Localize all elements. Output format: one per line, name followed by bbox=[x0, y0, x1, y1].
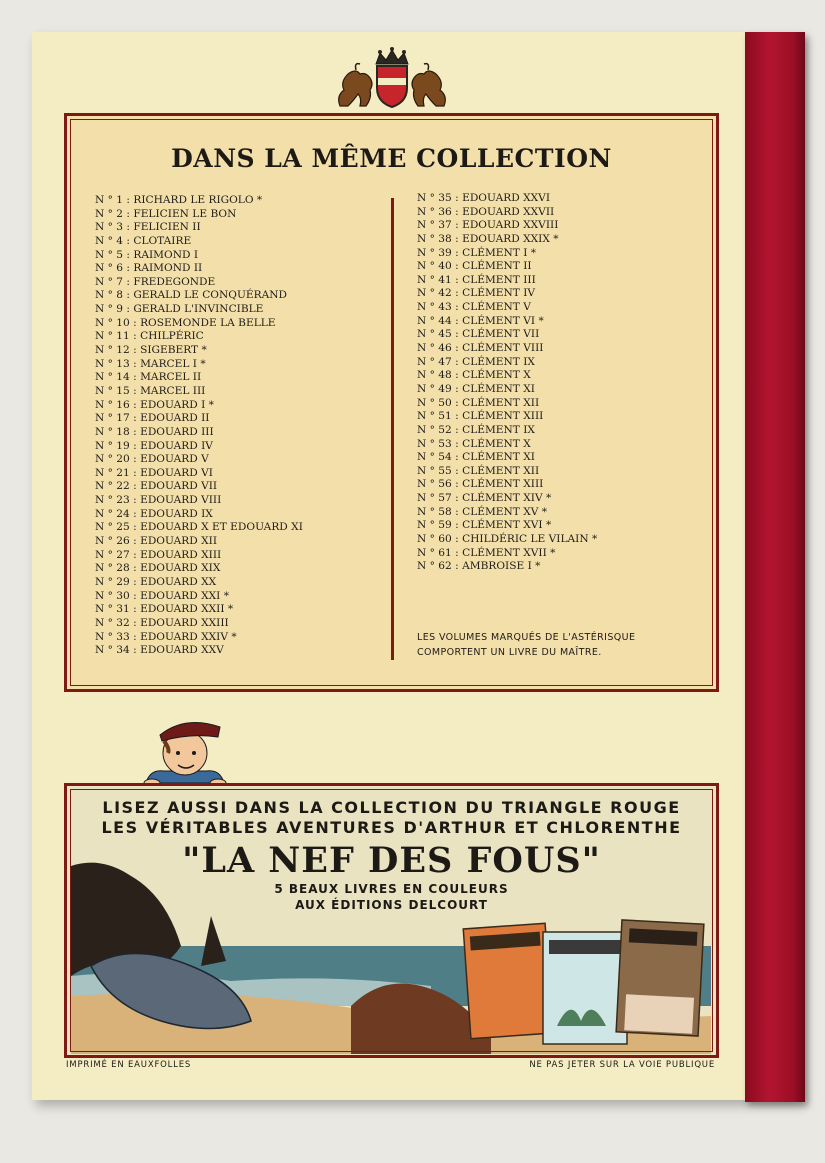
volume-list-item: N ° 61 : CLÉMENT XVII * bbox=[417, 546, 556, 559]
volume-list-left bbox=[95, 194, 303, 658]
volume-list-item: N ° 52 : CLÉMENT IX bbox=[417, 423, 535, 436]
volume-list-item: N ° 20 : EDOUARD V bbox=[95, 453, 209, 466]
ad-subtitle-1: 5 BEAUX LIVRES EN COULEURS bbox=[274, 882, 509, 896]
volume-list-item: N ° 33 : EDOUARD XXIV * bbox=[95, 630, 237, 643]
volume-list-item: N ° 25 : EDOUARD X ET EDOUARD XI bbox=[95, 521, 303, 534]
volume-list-item: N ° 15 : MARCEL III bbox=[95, 384, 206, 397]
coat-of-arms-icon bbox=[330, 44, 454, 112]
volume-list-item: N ° 55 : CLÉMENT XII bbox=[417, 464, 540, 477]
asterisk-footnote bbox=[417, 630, 635, 660]
volume-list-item: N ° 29 : EDOUARD XX bbox=[95, 575, 217, 588]
volume-list-item: N ° 50 : CLÉMENT XII bbox=[417, 396, 540, 409]
volume-list-item: N ° 39 : CLÉMENT I * bbox=[417, 246, 537, 259]
volume-list-item: N ° 44 : CLÉMENT VI * bbox=[417, 314, 544, 327]
volume-list-item: N ° 54 : CLÉMENT XI bbox=[417, 451, 535, 464]
footnote-line: COMPORTENT UN LIVRE DU MAÎTRE. bbox=[417, 647, 602, 658]
book-spine bbox=[745, 32, 805, 1102]
footnote-line: LES VOLUMES MARQUÉS DE L'ASTÉRISQUE bbox=[417, 632, 636, 643]
volume-list-item: N ° 24 : EDOUARD IX bbox=[95, 507, 213, 520]
volume-list-item: N ° 17 : EDOUARD II bbox=[95, 412, 210, 425]
ad-tagline-2: LES VÉRITABLES AVENTURES D'ARTHUR ET CHLORENTHE bbox=[101, 818, 682, 837]
volume-list-item: N ° 27 : EDOUARD XIII bbox=[95, 548, 222, 561]
volume-list-item: N ° 6 : RAIMOND II bbox=[95, 262, 203, 275]
volume-list-item: N ° 56 : CLÉMENT XIII bbox=[417, 478, 544, 491]
volume-list-item: N ° 8 : GERALD LE CONQUÉRAND bbox=[95, 289, 287, 302]
ad-tagline-1: LISEZ AUSSI DANS LA COLLECTION DU TRIANGLE ROUGE bbox=[102, 798, 681, 817]
volume-list-item: N ° 26 : EDOUARD XII bbox=[95, 535, 217, 548]
volume-list-item: N ° 59 : CLÉMENT XVI * bbox=[417, 519, 552, 532]
volume-list-item: N ° 7 : FREDEGONDE bbox=[95, 275, 216, 288]
volume-list-right bbox=[417, 192, 597, 574]
volume-list-item: N ° 16 : EDOUARD I * bbox=[95, 398, 214, 411]
volume-list-item: N ° 14 : MARCEL II bbox=[95, 371, 202, 384]
volume-list-item: N ° 13 : MARCEL I * bbox=[95, 357, 206, 370]
volume-list-item: N ° 31 : EDOUARD XXII * bbox=[95, 603, 234, 616]
volume-list-item: N ° 53 : CLÉMENT X bbox=[417, 437, 531, 450]
volume-list-item: N ° 19 : EDOUARD IV bbox=[95, 439, 213, 452]
volume-list-item: N ° 43 : CLÉMENT V bbox=[417, 301, 531, 314]
collection-title: DANS LA MÊME COLLECTION bbox=[171, 144, 612, 173]
no-litter-note: NE PAS JETER SUR LA VOIE PUBLIQUE bbox=[529, 1060, 715, 1070]
volume-list-item: N ° 45 : CLÉMENT VII bbox=[417, 328, 540, 341]
column-divider bbox=[391, 198, 394, 660]
volume-list-item: N ° 40 : CLÉMENT II bbox=[417, 260, 532, 273]
volume-list-item: N ° 41 : CLÉMENT III bbox=[417, 273, 536, 286]
volume-list-item: N ° 22 : EDOUARD VII bbox=[95, 480, 218, 493]
volume-list-item: N ° 36 : EDOUARD XXVII bbox=[417, 205, 555, 218]
volume-list-item: N ° 38 : EDOUARD XXIX * bbox=[417, 232, 559, 245]
ad-series-title: "LA NEF DES FOUS" bbox=[182, 840, 601, 881]
volume-list-item: N ° 3 : FELICIEN II bbox=[95, 221, 201, 234]
volume-list-item: N ° 18 : EDOUARD III bbox=[95, 425, 214, 438]
volume-list-item: N ° 4 : CLOTAIRE bbox=[95, 234, 192, 247]
volume-list-item: N ° 21 : EDOUARD VI bbox=[95, 466, 213, 479]
volume-list-item: N ° 32 : EDOUARD XXIII bbox=[95, 616, 229, 629]
volume-list-item: N ° 62 : AMBROISE I * bbox=[417, 560, 541, 573]
volume-list-item: N ° 23 : EDOUARD VIII bbox=[95, 494, 222, 507]
volume-list-item: N ° 10 : ROSEMONDE LA BELLE bbox=[95, 316, 276, 329]
volume-list-item: N ° 42 : CLÉMENT IV bbox=[417, 287, 536, 300]
volume-list-item: N ° 9 : GERALD L'INVINCIBLE bbox=[95, 303, 264, 316]
volume-list-item: N ° 35 : EDOUARD XXVI bbox=[417, 192, 551, 204]
volume-list-item: N ° 2 : FELICIEN LE BON bbox=[95, 207, 237, 220]
advertisement-panel bbox=[64, 783, 719, 1058]
volume-list-item: N ° 37 : EDOUARD XXVIII bbox=[417, 219, 559, 232]
volume-list-item: N ° 49 : CLÉMENT XI bbox=[417, 382, 535, 395]
volume-list-item: N ° 30 : EDOUARD XXI * bbox=[95, 589, 230, 602]
volume-list-item: N ° 12 : SIGEBERT * bbox=[95, 344, 207, 357]
printer-note: IMPRIMÉ EN EAUXFOLLES bbox=[66, 1060, 192, 1070]
volume-list-item: N ° 58 : CLÉMENT XV * bbox=[417, 505, 548, 518]
volume-list-item: N ° 60 : CHILDÉRIC LE VILAIN * bbox=[417, 533, 598, 546]
volume-list-item: N ° 5 : RAIMOND I bbox=[95, 248, 199, 261]
volume-list-item: N ° 46 : CLÉMENT VIII bbox=[417, 342, 544, 355]
volume-list-item: N ° 57 : CLÉMENT XIV * bbox=[417, 492, 552, 505]
volume-list-item: N ° 34 : EDOUARD XXV bbox=[95, 644, 224, 657]
collection-list-panel bbox=[64, 113, 719, 692]
ad-subtitle-2: AUX ÉDITIONS DELCOURT bbox=[295, 898, 488, 912]
volume-list-item: N ° 11 : CHILPÉRIC bbox=[95, 330, 204, 343]
volume-list-item: N ° 1 : RICHARD LE RIGOLO * bbox=[95, 194, 263, 206]
volume-list-item: N ° 48 : CLÉMENT X bbox=[417, 369, 531, 382]
volume-list-item: N ° 28 : EDOUARD XIX bbox=[95, 562, 221, 575]
volume-list-item: N ° 51 : CLÉMENT XIII bbox=[417, 410, 544, 423]
boy-character-illustration bbox=[140, 713, 230, 787]
volume-list-item: N ° 47 : CLÉMENT IX bbox=[417, 355, 535, 368]
